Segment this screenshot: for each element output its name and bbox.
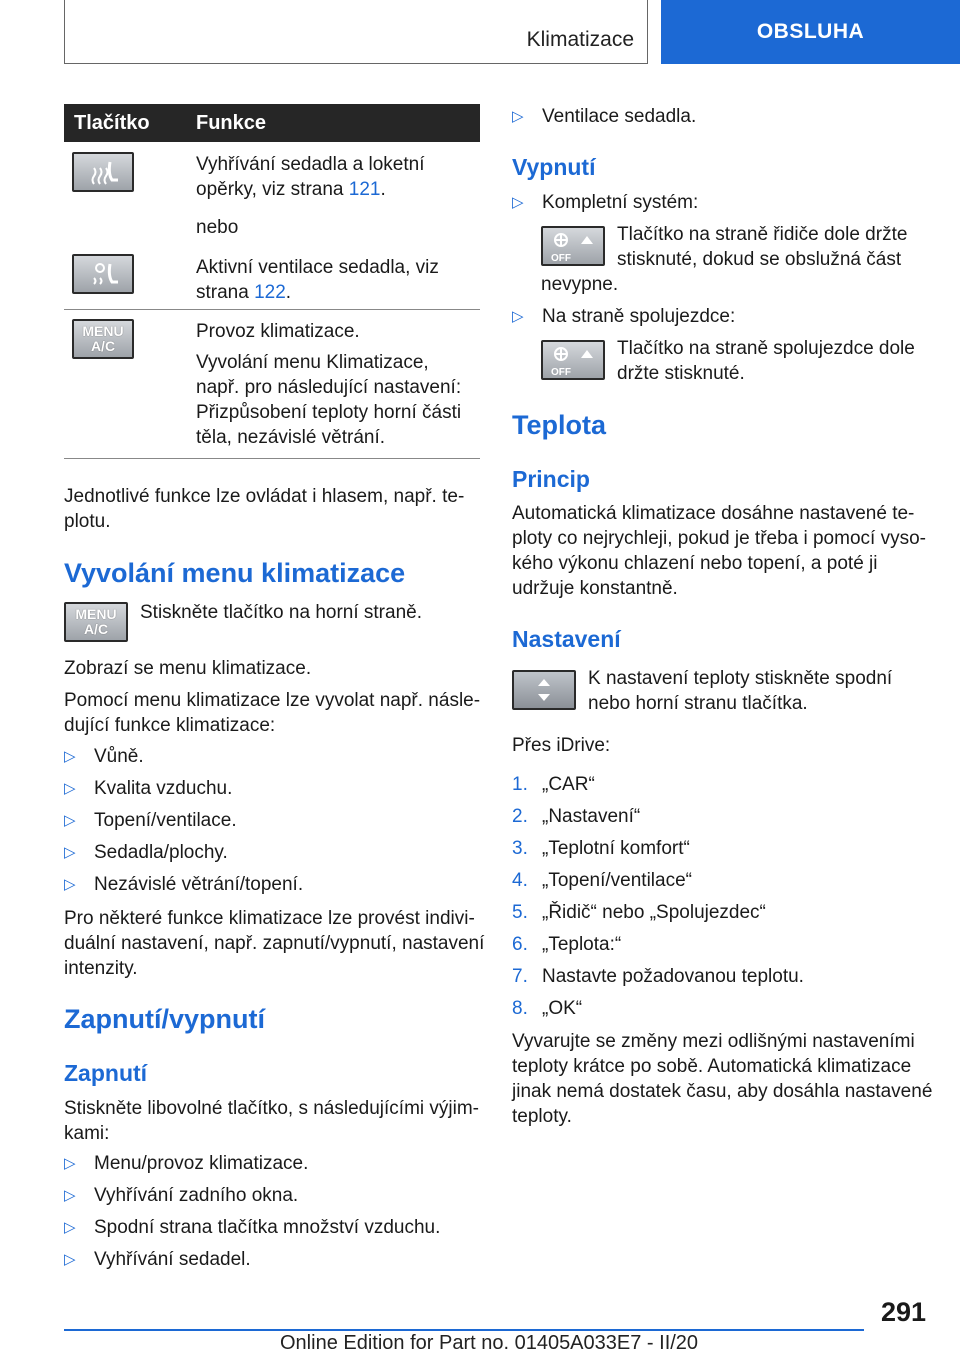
step-number: 2. <box>512 806 528 827</box>
page-link-122[interactable]: 122 <box>254 282 286 303</box>
fan-off-button <box>541 226 605 266</box>
footer-rule <box>64 1329 864 1331</box>
step-number: 5. <box>512 902 528 923</box>
list-item-text: Sedadla/plochy. <box>94 842 228 863</box>
triangle-bullet-icon: ▷ <box>512 108 524 125</box>
table-header <box>64 104 480 142</box>
voice-intro: Jednotlivé funkce lze ovládat i hlasem, např. te- plotu. <box>64 486 465 532</box>
idrive-label: Přes iDrive: <box>512 735 611 756</box>
list-item-text: „Topení/ventilace“ <box>542 870 692 891</box>
step-number: 4. <box>512 870 528 891</box>
temp-rocker-button <box>512 670 576 710</box>
list-item-text: Vůně. <box>94 746 144 767</box>
page-link-121[interactable]: 121 <box>348 179 381 200</box>
list-item-text: „Teplota:“ <box>542 934 622 955</box>
chapter-tab: OBSLUHA <box>661 0 960 64</box>
step-number: 7. <box>512 966 528 987</box>
on-p1: Stiskněte libovolné tlačítko, s následujícími výjim- kami: <box>64 1098 479 1144</box>
seat-heating-icon <box>74 154 132 190</box>
heading-temp: Teplota <box>512 410 606 440</box>
heading-on: Zapnutí <box>64 1060 148 1086</box>
list-item-text: „Teplotní komfort“ <box>542 838 690 859</box>
list-item-text: Nastavte požadovanou teplotu. <box>542 966 804 987</box>
triangle-bullet-icon: ▷ <box>64 780 76 797</box>
table-divider <box>64 309 480 310</box>
seat-ventilation-icon <box>74 256 132 292</box>
triangle-bullet-icon: ▷ <box>64 876 76 893</box>
page-number: 291 <box>880 1297 926 1327</box>
list-item-text: Spodní strana tlačítka množství vzduchu. <box>94 1217 441 1238</box>
row2-function-p1: Provoz klimatizace. <box>196 321 360 342</box>
menu-p2: Pomocí menu klimatizace lze vyvolat např. násle- dující funkce klimatizace: <box>64 690 481 736</box>
end-text: Vyvarujte se změny mezi odlišnými nastaveními teploty krátce po sobě. Automatická klimatizace jinak nemá dostatek času, aby dosáhla nastavené teploty. <box>512 1031 933 1127</box>
step-number: 1. <box>512 774 528 795</box>
svg-text:OFF: OFF <box>551 367 571 378</box>
off-item1-text: Tlačítko na straně řidiče dole držte stisknuté, dokud se obslužná část <box>617 224 908 270</box>
row1-function: Vyhřívání sedadla a loketní opěrky, viz strana 121. <box>196 154 425 200</box>
list-item-text: Vyhřívání zadního okna. <box>94 1185 299 1206</box>
list-item-text: Vyhřívání sedadel. <box>94 1249 251 1270</box>
row1-or: nebo <box>196 217 239 238</box>
princip-text: Automatická klimatizace dosáhne nastavené te- ploty co nejrychleji, pokud je třeba i pomocí vyso- kého výkonu chlazení nebo topení, a poté ji udržuje konstantně. <box>512 503 926 599</box>
row2-function-p2: Vyvolání menu Klimatizace, např. pro následující nastavení: Přizpůsobení teploty horní části těla, nezávislé větrání. <box>196 352 462 448</box>
step-number: 6. <box>512 934 528 955</box>
heading-menu: Vyvolání menu klimatizace <box>64 558 406 588</box>
list-item-text: Menu/provoz klimatizace. <box>94 1153 309 1174</box>
triangle-bullet-icon: ▷ <box>64 1155 76 1172</box>
seat-heating-button <box>72 152 134 192</box>
heading-set: Nastavení <box>512 626 621 652</box>
menu-p3: Pro některé funkce klimatizace lze provést indivi- duální nastavení, např. zapnutí/vypnutí, nastavení intenzity. <box>64 908 485 979</box>
triangle-bullet-icon: ▷ <box>64 1219 76 1236</box>
step-number: 3. <box>512 838 528 859</box>
row1b-function: Aktivní ventilace sedadla, viz strana 122. <box>196 257 439 303</box>
menu-press-text: Stiskněte tlačítko na horní straně. <box>140 602 422 623</box>
list-item-text: „CAR“ <box>542 774 595 795</box>
triangle-bullet-icon: ▷ <box>64 748 76 765</box>
list-item-text: „Nastavení“ <box>542 806 641 827</box>
step-number: 8. <box>512 998 528 1019</box>
triangle-bullet-icon: ▷ <box>512 308 524 325</box>
fan-off-button-passenger <box>541 340 605 380</box>
triangle-bullet-icon: ▷ <box>64 844 76 861</box>
list-item-text: Kvalita vzduchu. <box>94 778 233 799</box>
triangle-bullet-icon: ▷ <box>512 194 524 211</box>
triangle-bullet-icon: ▷ <box>64 812 76 829</box>
off-item1-cont: nevypne. <box>541 274 619 295</box>
heading-off: Vypnutí <box>512 154 596 180</box>
menu-ac-button: MENU A/C <box>72 319 134 359</box>
section-title: Klimatizace <box>526 28 634 51</box>
heading-onoff: Zapnutí/vypnutí <box>64 1004 265 1034</box>
list-item-text: Topení/ventilace. <box>94 810 237 831</box>
up-down-arrows-icon <box>514 672 574 708</box>
list-item-text: „Řidič“ nebo „Spolujezdec“ <box>542 902 766 923</box>
svg-text:OFF: OFF <box>551 253 571 264</box>
table-bottom <box>64 458 480 459</box>
table-col-function: Funkce <box>196 112 267 134</box>
set-text: K nastavení teploty stiskněte spodní nebo horní stranu tlačítka. <box>588 668 893 714</box>
menu-ac-button-2: MENU A/C <box>64 602 128 642</box>
triangle-bullet-icon: ▷ <box>64 1187 76 1204</box>
fan-off-icon <box>543 228 603 264</box>
triangle-bullet-icon: ▷ <box>64 1251 76 1268</box>
fan-off-icon <box>543 342 603 378</box>
menu-p1: Zobrazí se menu klimatizace. <box>64 658 312 679</box>
table-col-button: Tlačítko <box>74 112 150 134</box>
list-item-text: Nezávislé větrání/topení. <box>94 874 304 895</box>
off-item2-text: Tlačítko na straně spolujezdce dole držte stisknuté. <box>617 338 915 384</box>
list-item-text: „OK“ <box>542 998 583 1019</box>
seat-ventilation-button <box>72 254 134 294</box>
footer-edition: Online Edition for Part no. 01405A033E7 - II/20 <box>280 1332 699 1354</box>
heading-princip: Princip <box>512 466 590 492</box>
